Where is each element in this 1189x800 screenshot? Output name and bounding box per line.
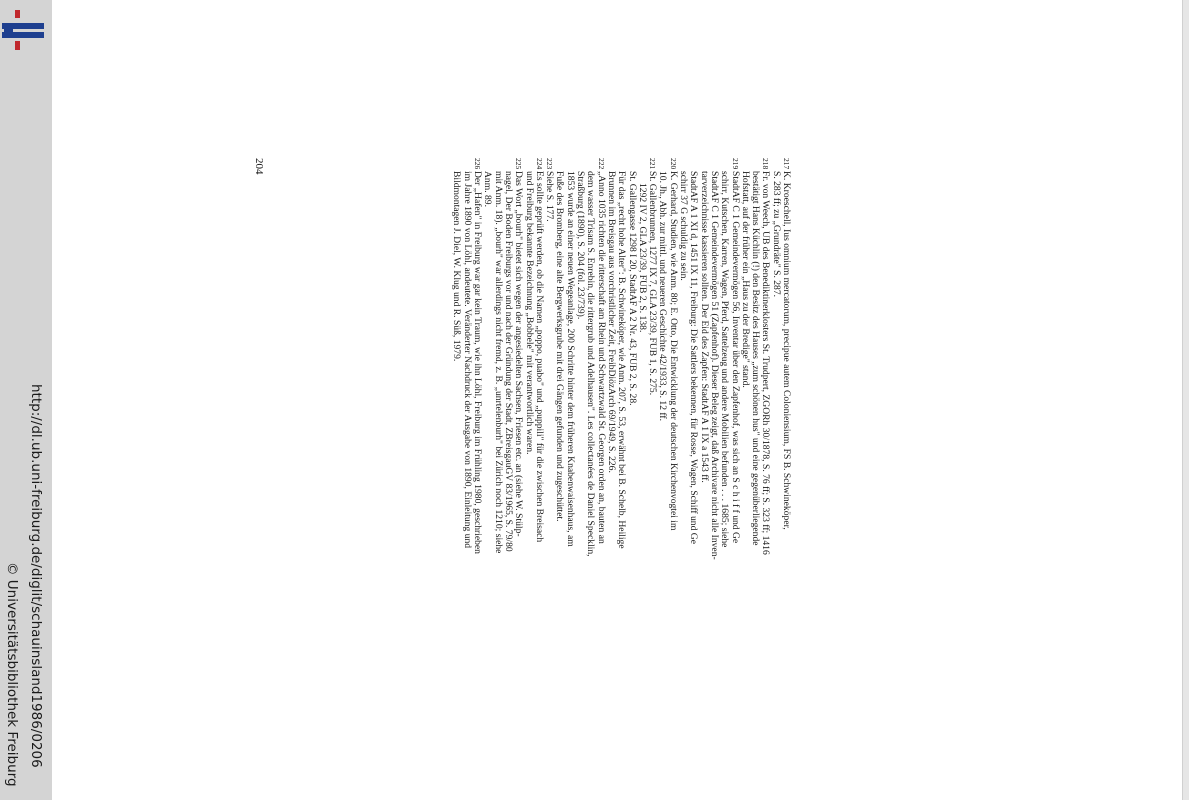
footnote-line: Für das „recht hohe Alter": B. Schwineköper, wie Anm. 207, S. 53, erwähnt bei B. Schelb, Heilige [616, 171, 628, 549]
footnote-line: K. Gerhard, Studien, wie Anm. 80; E. Otto, Die Entwicklung der deutschen Kirchenvogtei im [667, 171, 679, 531]
footnote-line: tarverzeichnisse kassieren sollten. Der Eid des Zapfen: StadtAF A 1 IX a 1543 ff. [698, 171, 710, 483]
footnote [678, 158, 740, 642]
footnote-number: 224 [534, 158, 544, 170]
footnote-line: S. 283 ff; zu „Grundräte" S. 287. [770, 171, 782, 298]
footnote-line: Siehe S. 177. [544, 171, 556, 222]
footnote-number: 220 [668, 158, 678, 170]
footnote-line: Brunnen im Breisgau aus vorchristlicher Zeit, FreibDiözArch 69/1949, S. 226. [605, 171, 617, 473]
footnote-line: nagel, Der Boden Freiburgs vor und nach der Gründung der Stadt, ZBreisgauGV 83/1965, S. 79/80 [502, 171, 514, 552]
footnote [657, 158, 678, 642]
footnote [523, 158, 544, 642]
footnote [451, 158, 482, 642]
footnote [740, 158, 771, 642]
footnote-line: Es sollte geprüft werden, ob die Namen „poppo, puabo" und „puppili" für die zwischen Breisach [533, 171, 545, 543]
footnote-line: Hofstatt, auf der früher ein „Haus zu der Bredige" stand. [739, 171, 751, 388]
footnote [482, 158, 523, 642]
footnote-line: Anm. 89. [482, 171, 494, 207]
footnote-number: 219 [730, 158, 740, 170]
footnote-line: 10. Jh., Abh. zur mittl. und neueren Geschichte 42/1933, S. 12 ff. [657, 171, 669, 422]
footnote-line: Straßburg (1890), S. 204 (fol. 23/739). [575, 171, 587, 320]
footnote-line: schirr 37 G schuldig zu sein. [678, 171, 690, 281]
footnote-number: 222 [596, 158, 606, 170]
footnote-line: St. Gallengasse 1298 I 20, StadtAF A 2 Nr. 43, FUB 2, S. 28. [626, 171, 638, 406]
footnote-line: schirr, Kutschen, Karren, Wagen, Pferd, Sattelzeug und andere Mobilien befunden . . . 1685; siehe [719, 171, 731, 548]
footnotes [451, 158, 792, 642]
footnote-line: bestätigt Hans Küchlin (!) den Besitz des Hauses „zum schönen hus" und eine gegenüberliegende [750, 171, 762, 546]
footnote-line: und Freiburg bekannte Bezeichnung „Bobbele" mit verantwortlich waren. [523, 171, 535, 455]
footnote-line: mit Anm. 18). „bourh" war allerdings nicht fremd, z. B. „unrtelenburh" bei Zürich noch 1210; siehe [492, 171, 504, 554]
footnote [544, 158, 554, 642]
footnote-line: dem wasser Trisam S. Enrebin, die rittergrub und Adelhausen". Les collectanées de Daniel Specklin, [585, 171, 597, 557]
footnote-line: 1292 IV 2, GLA 23/39, FUB 2, S. 138. [636, 183, 648, 333]
footnote-line: Das Wort „bourh" bietet sich wegen der angesiedelten Sachsen, Friesen etc. an (siehe W. Stülp- [513, 171, 525, 537]
footnote-number: 223 [545, 158, 555, 170]
footnote-line: StadtAF A 1 XI d, 1451 IX 11, Freiburg: Die Sattlers bekennen, für Rosse, Wagen, Schiff und Ge [688, 171, 700, 544]
copyright-notice: © Universitätsbibliothek Freiburg [4, 562, 20, 787]
footnote [554, 158, 605, 642]
footnote-line: K. Kroeschell, Ius omnium mercatorum, precipue autem Coloniensium, FS B. Schwineköper, [781, 171, 792, 530]
page-number: 204 [253, 158, 265, 175]
footnote [770, 158, 791, 642]
footnote [606, 158, 647, 642]
footnote-line: StadtAF C 1 Gemeindevermögen 56, Inventar über den Zapfenhof, was sich an S c h i f f und Ge [729, 171, 741, 544]
footnote-line: Fr. von Weech, UB des Benediktinerklosters St. Trudpert, ZGORh 30/1878, S. 76 ff; S. 323 ff; 1416 [760, 171, 772, 555]
footnote-line: 1853 wurde an einer neuen Wegeanlage, 200 Schritte hinter dem früheren Knabenwaisenhaus, am [564, 171, 576, 547]
footnote-number: 218 [761, 158, 771, 170]
scrollbar[interactable] [1182, 0, 1189, 800]
footnote [647, 158, 657, 642]
footnote-line: „Anno 1035 richten die ritterschaft am Rhein und Schwartzwald St. Georgen orden an, bauten an [595, 171, 607, 544]
footnote-number: 221 [648, 158, 658, 170]
footnote-line: im Jahre 1890 von Löhl, andeutete. Veränderter Nachdruck der Ausgabe von 1890, Einleitung und [461, 171, 473, 549]
university-logo [2, 10, 44, 50]
footnote-line: St. Gallenbrunnen, 1277 IX 7, GLA 23/39, FUB 1, S. 275. [647, 171, 659, 396]
footnote-line: Fuße des Bromberg, eine alte Bergwerksgrube mit drei Gängen gefunden und zugeschüttet. [554, 171, 566, 522]
viewer-sidebar [0, 0, 52, 800]
footnote-number: 225 [514, 158, 524, 170]
footnote-number: 217 [782, 158, 791, 170]
footnote-line: Der „Hafen" in Freiburg war gar kein Traum, wie ihn Löhl, Freiburg im Frühling 1980, geschrieben [472, 171, 484, 554]
document-url[interactable]: http://dl.ub.uni-freiburg.de/diglit/schauinsland1986/0206 [28, 384, 44, 768]
footnote-number: 226 [473, 158, 483, 170]
footnote-line: StadtAF C 1 Gemeindevermögen 51 (Zapfenhof). Dieser Beleg zeigt, daß Archivare nicht alle Inven- [708, 171, 720, 560]
footnote-line: Bildmontagen J. Diel, W. Klug und R. Süß, 1979. [451, 171, 463, 362]
